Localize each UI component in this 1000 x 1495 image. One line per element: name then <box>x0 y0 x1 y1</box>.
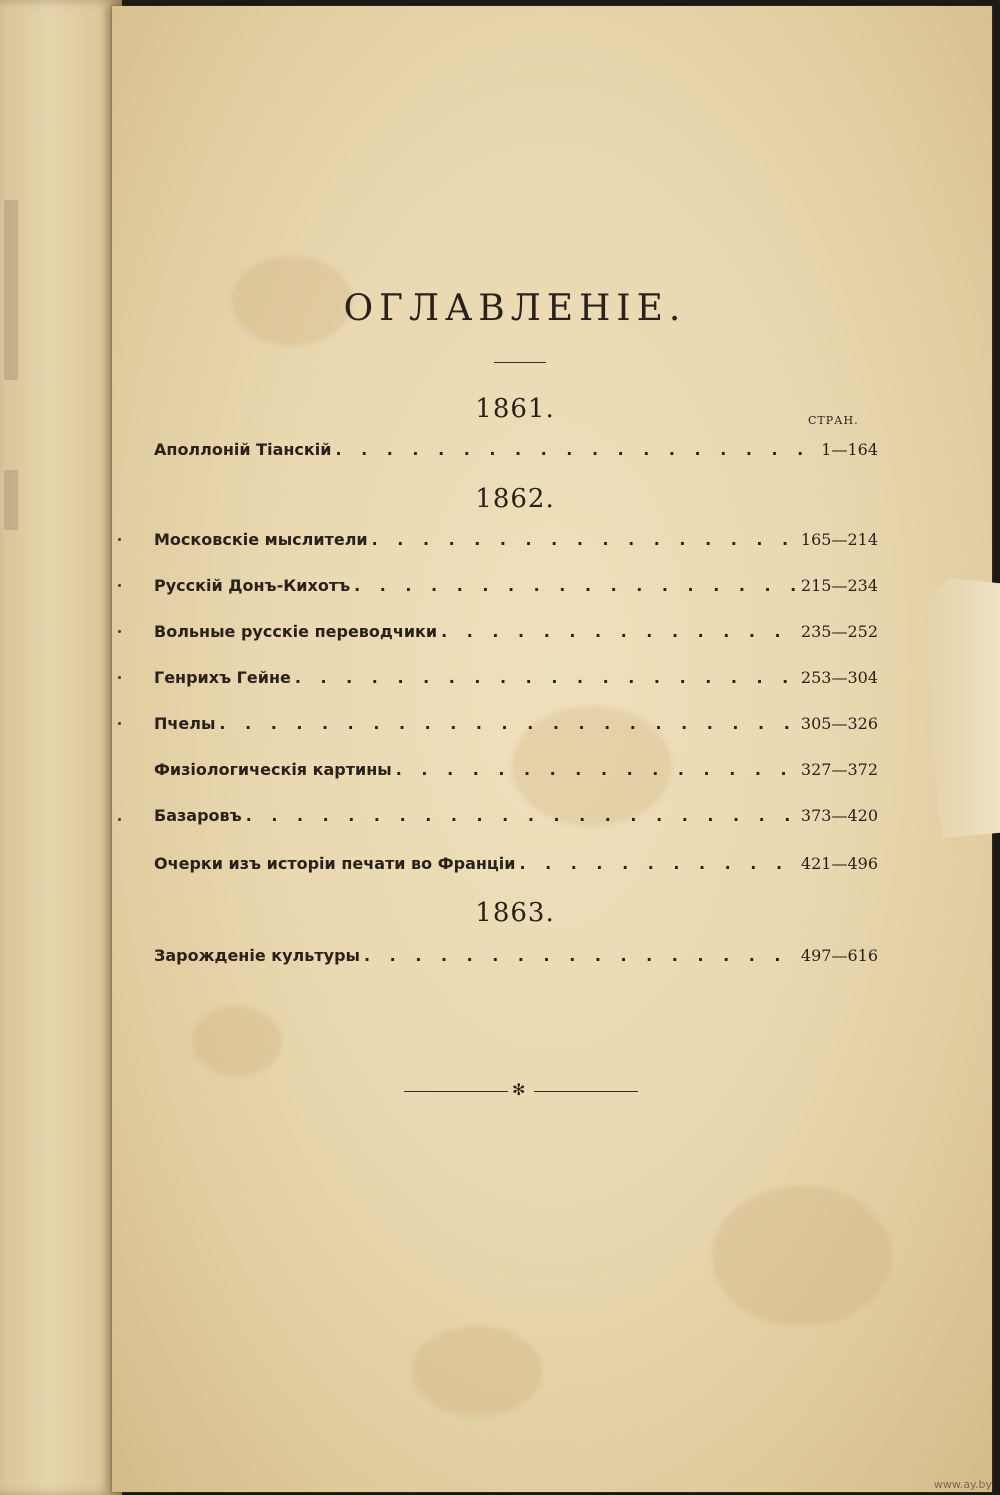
entry-pages: 253—304 <box>800 668 878 687</box>
leader-dots <box>519 854 796 873</box>
toc-entry <box>154 714 878 742</box>
year-heading-1861: 1861. <box>475 394 555 424</box>
leader-dots <box>372 530 797 549</box>
toc-entry <box>154 668 878 696</box>
leader-dots <box>354 576 797 595</box>
leader-dots <box>396 760 797 779</box>
entry-title: Пчелы <box>154 714 216 733</box>
entry-title: Базаровъ <box>154 806 242 825</box>
entry-title: Генрихъ Гейне <box>154 668 291 687</box>
toc-entry <box>154 760 878 788</box>
entry-title: Вольные русскіе переводчики <box>154 622 438 641</box>
toc-entry <box>154 622 878 650</box>
entry-title: Московскіе мыслители <box>154 530 368 549</box>
watermark: www.ay.by <box>933 1478 992 1491</box>
end-ornament <box>404 1082 638 1102</box>
leader-dots <box>219 714 797 733</box>
entry-pages: 373—420 <box>800 806 878 825</box>
page-title: ОГЛАВЛЕНІЕ. <box>343 288 687 329</box>
entry-title: Зарожденіе культуры <box>154 946 361 965</box>
year-heading-1863: 1863. <box>475 898 555 928</box>
toc-entry <box>154 576 878 604</box>
torn-paper-flap <box>928 578 1000 838</box>
leader-dots <box>246 806 797 825</box>
leader-dots <box>441 622 797 641</box>
leader-dots <box>295 668 797 687</box>
toc-entry <box>154 440 878 468</box>
entry-title: Физіологическія картины <box>154 760 392 779</box>
entry-pages: 497—616 <box>800 946 878 965</box>
toc-entry <box>154 946 878 974</box>
entry-pages: 305—326 <box>800 714 878 733</box>
entry-pages: 327—372 <box>800 760 878 779</box>
leader-dots <box>364 946 797 965</box>
title-rule <box>494 362 546 363</box>
toc-entry <box>154 854 878 882</box>
asterism-icon: ✻ <box>512 1080 526 1099</box>
entry-pages: 165—214 <box>800 530 878 549</box>
entry-pages: 235—252 <box>800 622 878 641</box>
entry-title: Очерки изъ исторіи печати во Франціи <box>154 854 516 873</box>
leader-dots <box>335 440 817 459</box>
table-of-contents-page <box>112 6 992 1492</box>
entry-title: Аполлоній Тіанскій <box>154 440 332 459</box>
entry-pages: 421—496 <box>800 854 878 873</box>
year-heading-1862: 1862. <box>475 484 555 514</box>
entry-pages: 1—164 <box>821 440 878 459</box>
left-page-edge <box>0 0 122 1495</box>
pages-column-label: СТРАН. <box>808 414 859 427</box>
entry-title: Русскій Донъ-Кихотъ <box>154 576 351 595</box>
toc-entry <box>154 530 878 558</box>
entry-pages: 215—234 <box>800 576 878 595</box>
toc-entry <box>154 806 878 834</box>
